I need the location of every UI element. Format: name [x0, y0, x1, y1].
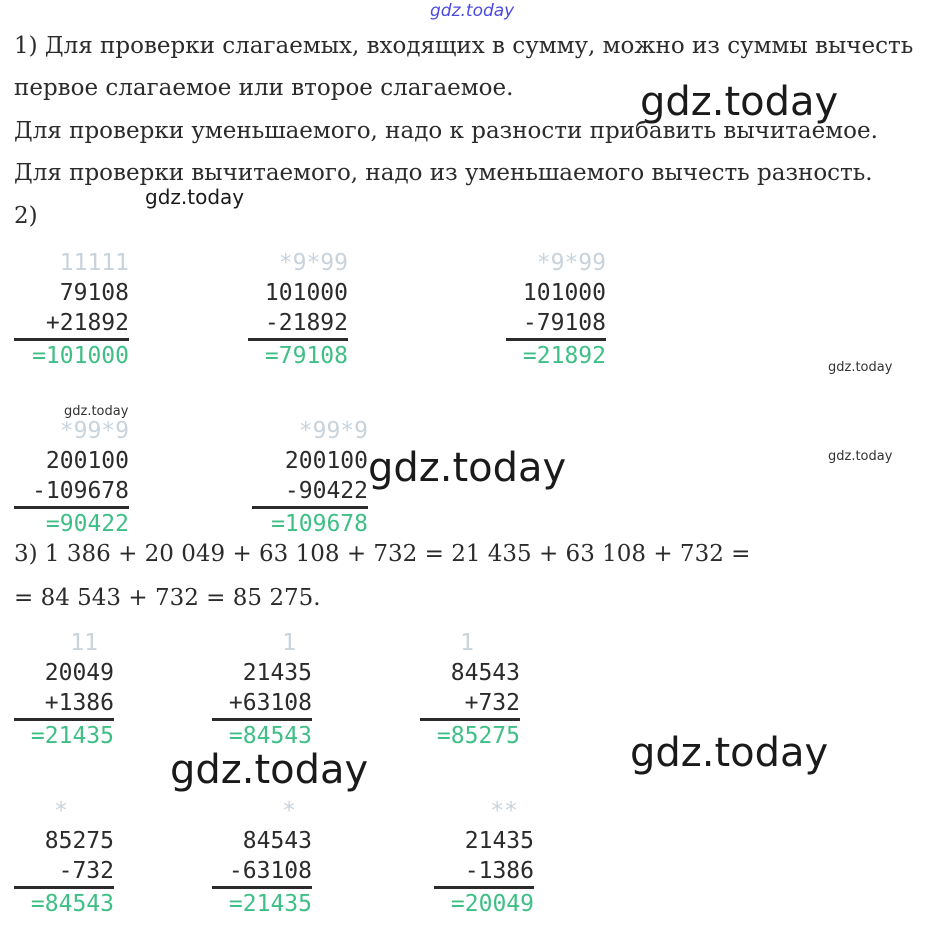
operand-2: -1386: [434, 856, 534, 889]
operand-2: +732: [420, 688, 520, 721]
column-calculation: [14, 796, 114, 919]
column-calculation: [420, 628, 520, 751]
result: =85275: [436, 723, 520, 749]
operand-2: -90422: [252, 476, 368, 509]
watermark-small: gdz.today: [828, 449, 893, 464]
column-calculation: [252, 416, 368, 539]
watermark-top: gdz.today: [430, 1, 515, 21]
operand-2: +21892: [14, 308, 129, 341]
result: =90422: [45, 511, 129, 537]
rule-line-2: первое слагаемое или второе слагаемое.: [14, 75, 514, 101]
operand-1: 101000: [264, 280, 348, 306]
column-calculation: [212, 628, 312, 751]
operand-2: -109678: [14, 476, 129, 509]
carry-digits: *: [54, 798, 68, 824]
watermark-large: gdz.today: [630, 730, 829, 776]
operand-1: 79108: [59, 280, 129, 306]
column-calculation: [506, 248, 606, 371]
operand-1: 84543: [450, 660, 520, 686]
expression-line-1: 3) 1 386 + 20 049 + 63 108 + 732 = 21 435 + 63 108 + 732 =: [14, 541, 751, 567]
carry-digits: 11111: [59, 250, 129, 276]
watermark-small: gdz.today: [828, 360, 893, 375]
part-2-label: 2): [14, 203, 38, 229]
operand-2: -63108: [212, 856, 312, 889]
expression-line-2: = 84 543 + 732 = 85 275.: [14, 585, 321, 611]
column-calculation: [14, 416, 129, 539]
operand-1: 200100: [284, 448, 368, 474]
rule-line-4: Для проверки вычитаемого, надо из уменьшаемого вычесть разность.: [14, 160, 873, 186]
column-calculation: [212, 796, 312, 919]
watermark-medium: gdz.today: [145, 185, 245, 209]
carry-digits: 1: [282, 630, 296, 656]
carry-digits: *99*9: [298, 418, 368, 444]
operand-2: -79108: [506, 308, 606, 341]
carry-digits: *9*99: [278, 250, 348, 276]
operand-2: -21892: [248, 308, 348, 341]
rule-line-3: Для проверки уменьшаемого, надо к разности прибавить вычитаемое.: [14, 118, 878, 144]
column-calculation: [434, 796, 534, 919]
operand-1: 200100: [45, 448, 129, 474]
carry-digits: *: [282, 798, 296, 824]
result: =101000: [32, 343, 129, 369]
watermark-large: gdz.today: [640, 79, 839, 125]
operand-2: -732: [14, 856, 114, 889]
result: =21892: [522, 343, 606, 369]
carry-digits: **: [490, 798, 518, 824]
operand-1: 20049: [44, 660, 114, 686]
watermark-small: gdz.today: [64, 404, 129, 419]
watermark-large: gdz.today: [368, 445, 567, 491]
result: =84543: [228, 723, 312, 749]
carry-digits: 1: [460, 630, 474, 656]
column-calculation: [14, 248, 129, 371]
result: =21435: [228, 891, 312, 917]
column-calculation: [14, 628, 114, 751]
operand-2: +1386: [14, 688, 114, 721]
watermark-large: gdz.today: [170, 747, 369, 793]
result: =21435: [30, 723, 114, 749]
result: =84543: [30, 891, 114, 917]
carry-digits: 11: [70, 630, 98, 656]
carry-digits: *9*99: [536, 250, 606, 276]
result: =20049: [450, 891, 534, 917]
rule-line-1: 1) Для проверки слагаемых, входящих в сумму, можно из суммы вычесть: [14, 33, 914, 59]
operand-1: 84543: [242, 828, 312, 854]
result: =79108: [264, 343, 348, 369]
operand-1: 21435: [242, 660, 312, 686]
column-calculation: [248, 248, 348, 371]
operand-2: +63108: [212, 688, 312, 721]
result: =109678: [271, 511, 368, 537]
operand-1: 21435: [464, 828, 534, 854]
carry-digits: *99*9: [59, 418, 129, 444]
operand-1: 101000: [522, 280, 606, 306]
operand-1: 85275: [44, 828, 114, 854]
